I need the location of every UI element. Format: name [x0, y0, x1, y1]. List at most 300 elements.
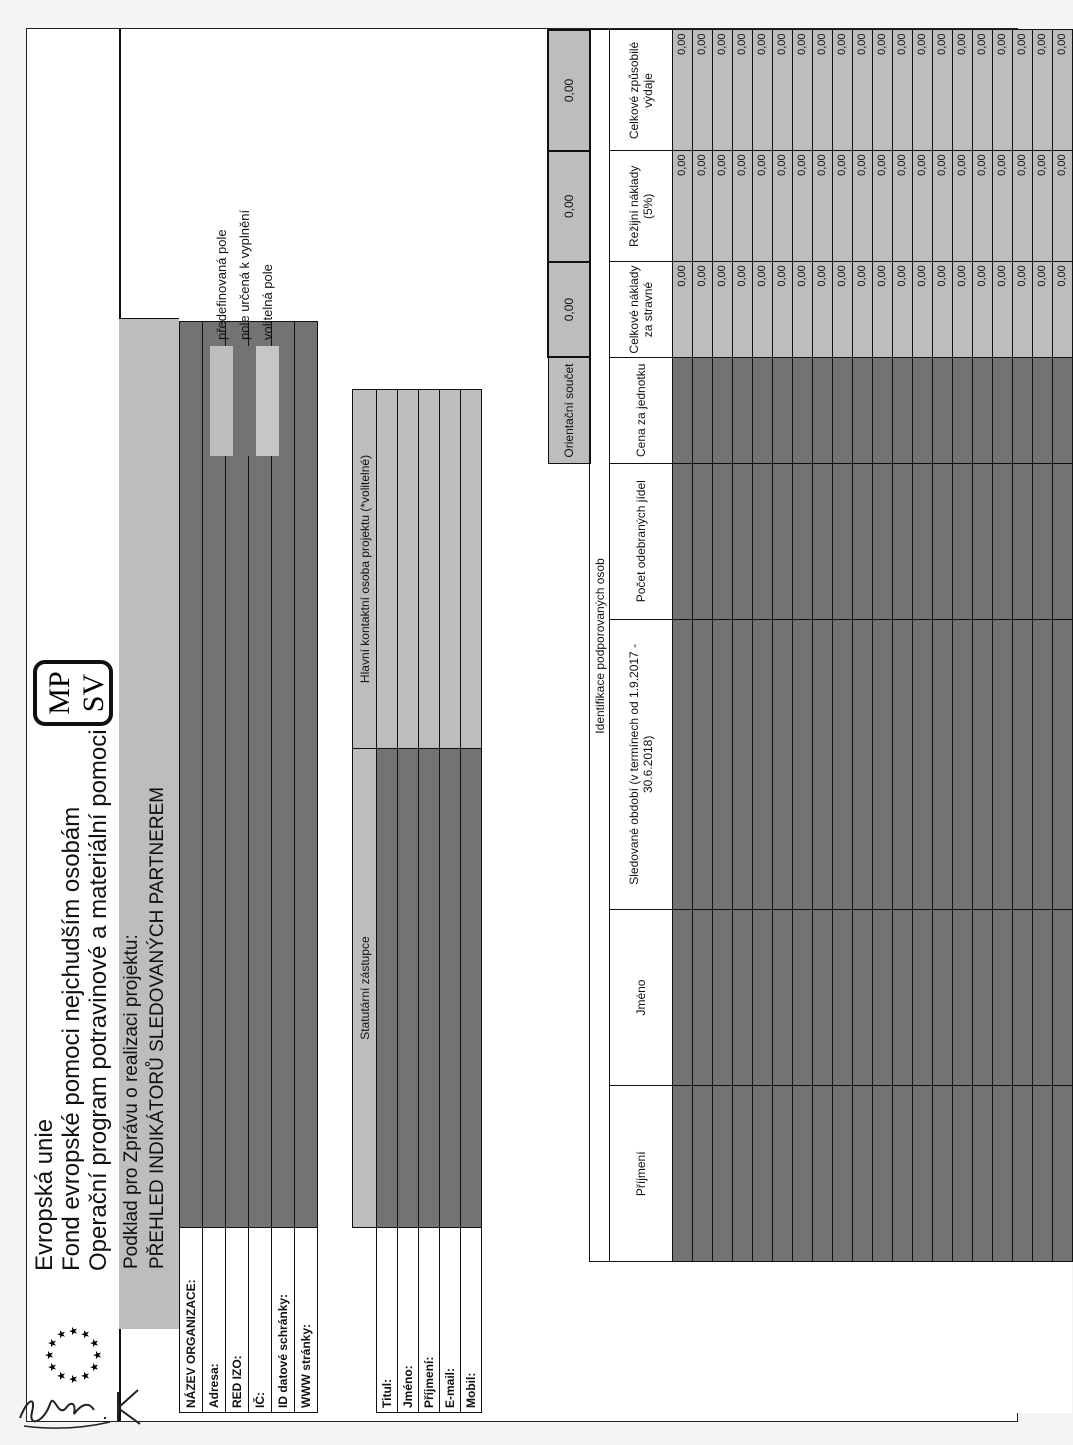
input-cell[interactable]	[1052, 463, 1072, 619]
input-cell[interactable]	[892, 357, 912, 463]
org-field-input[interactable]	[226, 322, 249, 1228]
computed-cell: 0,00	[972, 151, 992, 262]
computed-cell: 0,00	[712, 262, 732, 358]
input-cell[interactable]	[992, 1086, 1012, 1262]
org-field-input[interactable]	[272, 322, 295, 1228]
computed-cell: 0,00	[892, 30, 912, 151]
input-cell[interactable]	[1032, 463, 1052, 619]
computed-cell: 0,00	[1032, 262, 1052, 358]
blank-cell	[590, 1262, 610, 1413]
statutory-field-input[interactable]	[461, 749, 482, 1228]
table-row	[1032, 30, 1052, 1413]
input-cell[interactable]	[772, 619, 792, 909]
table-row	[1052, 30, 1072, 1413]
computed-cell: 0,00	[1012, 30, 1032, 151]
person-row	[461, 322, 482, 1413]
computed-cell: 0,00	[792, 151, 812, 262]
column-header: Počet odebraných jídel	[609, 463, 672, 619]
computed-cell: 0,00	[1032, 30, 1052, 151]
input-cell[interactable]	[932, 619, 952, 909]
org-field-input[interactable]	[249, 322, 272, 1228]
contact-header: Hlavní kontaktní osoba projektu (*volitelné)	[353, 390, 377, 749]
table-row	[992, 30, 1012, 1413]
input-cell[interactable]	[932, 909, 952, 1085]
computed-cell: 0,00	[1012, 262, 1032, 358]
input-cell[interactable]	[952, 357, 972, 463]
input-cell[interactable]	[872, 357, 892, 463]
legend-swatch-predefined	[210, 346, 233, 456]
person-field-label: Mobil:	[461, 1228, 482, 1413]
input-cell[interactable]	[972, 1086, 992, 1262]
table-row	[792, 30, 812, 1413]
input-cell[interactable]	[692, 619, 712, 909]
computed-cell: 0,00	[752, 30, 772, 151]
computed-cell: 0,00	[1052, 30, 1072, 151]
column-header: Režijní náklady (5%)	[609, 151, 672, 262]
blank-cell	[1012, 1262, 1032, 1413]
table-row	[952, 30, 972, 1413]
computed-cell: 0,00	[952, 30, 972, 151]
legend-item	[256, 210, 279, 456]
input-cell[interactable]	[732, 463, 752, 619]
input-cell[interactable]	[692, 909, 712, 1085]
computed-cell: 0,00	[852, 151, 872, 262]
org-row	[180, 322, 203, 1413]
person-field-label: E-mail:	[440, 1228, 461, 1413]
table-row	[752, 30, 772, 1413]
eu-star-icon: ★	[88, 1338, 101, 1348]
statutory-field-input[interactable]	[377, 749, 398, 1228]
legend-item	[210, 210, 233, 456]
input-cell[interactable]	[752, 1086, 772, 1262]
input-cell[interactable]	[812, 1086, 832, 1262]
statutory-header: Statutární zástupce	[353, 749, 377, 1228]
computed-cell: 0,00	[852, 262, 872, 358]
input-cell[interactable]	[752, 909, 772, 1085]
input-cell[interactable]	[932, 1086, 952, 1262]
computed-cell: 0,00	[772, 151, 792, 262]
input-cell[interactable]	[952, 619, 972, 909]
blank-cell	[712, 1262, 732, 1413]
input-cell[interactable]	[1012, 1086, 1032, 1262]
computed-cell: 0,00	[712, 30, 732, 151]
form-sheet	[26, 28, 1068, 1422]
computed-cell: 0,00	[712, 151, 732, 262]
org-row	[295, 322, 318, 1413]
input-cell[interactable]	[892, 1086, 912, 1262]
legend-swatch-required	[233, 346, 256, 456]
sum-value: 0,00	[548, 151, 590, 262]
persons-corner	[353, 1228, 377, 1413]
input-cell[interactable]	[832, 909, 852, 1085]
eu-star-icon: ★	[80, 1329, 92, 1340]
computed-cell: 0,00	[932, 262, 952, 358]
input-cell[interactable]	[972, 463, 992, 619]
org-field-input[interactable]	[180, 322, 203, 1228]
computed-cell: 0,00	[872, 262, 892, 358]
organization-table	[179, 321, 318, 1413]
contact-field-input[interactable]	[398, 390, 419, 749]
blank-cell	[872, 1262, 892, 1413]
legend-label: pole určená k vyplnění	[237, 209, 252, 340]
table-row	[912, 30, 932, 1413]
svg-text:SV: SV	[77, 673, 110, 713]
input-cell[interactable]	[852, 1086, 872, 1262]
blank-cell	[912, 1262, 932, 1413]
input-cell[interactable]	[712, 357, 732, 463]
input-cell[interactable]	[1032, 909, 1052, 1085]
rotated-page	[27, 29, 1068, 1421]
computed-cell: 0,00	[692, 151, 712, 262]
blank-cell	[772, 1262, 792, 1413]
computed-cell: 0,00	[992, 151, 1012, 262]
persons-spacer	[398, 322, 419, 390]
computed-cell: 0,00	[672, 30, 692, 151]
input-cell[interactable]	[1052, 1086, 1072, 1262]
input-cell[interactable]	[972, 619, 992, 909]
computed-cell: 0,00	[992, 262, 1012, 358]
color-legend	[210, 210, 279, 456]
input-cell[interactable]	[712, 463, 732, 619]
persons-spacer	[440, 322, 461, 390]
input-cell[interactable]	[672, 619, 692, 909]
person-row	[440, 322, 461, 1413]
computed-cell: 0,00	[952, 262, 972, 358]
table-row	[812, 30, 832, 1413]
persons-spacer	[353, 322, 377, 390]
mpsv-logo-icon	[33, 660, 113, 726]
input-cell[interactable]	[872, 1086, 892, 1262]
legend-item	[233, 210, 256, 456]
report-title: Podklad pro Zprávu o realizaci projektu:	[121, 934, 142, 1269]
input-cell[interactable]	[692, 1086, 712, 1262]
blank-cell	[972, 1262, 992, 1413]
table-row	[872, 30, 892, 1413]
person-field-label: Příjmení:	[419, 1228, 440, 1413]
table-row	[972, 30, 992, 1413]
computed-cell: 0,00	[672, 262, 692, 358]
input-cell[interactable]	[832, 463, 852, 619]
eu-star-icon: ★	[68, 1374, 80, 1384]
computed-cell: 0,00	[732, 262, 752, 358]
org-field-label: NÁZEV ORGANIZACE:	[180, 1228, 203, 1413]
input-cell[interactable]	[832, 1086, 852, 1262]
page-header	[27, 29, 121, 1421]
header-line-1: Evropská unie	[31, 1118, 58, 1271]
header-line-2: Fond evropské pomoci nejchudším osobám	[58, 806, 85, 1271]
org-field-label: ID datové schránky:	[272, 1228, 295, 1413]
input-cell[interactable]	[952, 463, 972, 619]
computed-cell: 0,00	[872, 30, 892, 151]
input-cell[interactable]	[812, 463, 832, 619]
sum-value: 0,00	[548, 30, 590, 151]
table-row	[892, 30, 912, 1413]
sum-value: 0,00	[548, 262, 590, 358]
svg-text:MP: MP	[43, 671, 76, 715]
blank-cell	[752, 1262, 772, 1413]
person-field-label: Titul:	[377, 1228, 398, 1413]
org-row	[249, 322, 272, 1413]
input-cell[interactable]	[992, 909, 1012, 1085]
table-row	[932, 30, 952, 1413]
legend-label: předefinovaná pole	[214, 229, 229, 340]
computed-cell: 0,00	[912, 262, 932, 358]
input-cell[interactable]	[832, 619, 852, 909]
computed-cell: 0,00	[1012, 151, 1032, 262]
input-cell[interactable]	[752, 463, 772, 619]
statutory-field-input[interactable]	[440, 749, 461, 1228]
blank-cell	[732, 1262, 752, 1413]
eu-star-icon: ★	[56, 1329, 68, 1340]
computed-cell: 0,00	[732, 151, 752, 262]
person-row	[377, 322, 398, 1413]
input-cell[interactable]	[1012, 463, 1032, 619]
input-cell[interactable]	[712, 619, 732, 909]
input-cell[interactable]	[932, 463, 952, 619]
computed-cell: 0,00	[892, 151, 912, 262]
org-field-label: Adresa:	[203, 1228, 226, 1413]
legend-swatch-optional	[256, 346, 279, 456]
input-cell[interactable]	[1052, 619, 1072, 909]
computed-cell: 0,00	[792, 262, 812, 358]
input-cell[interactable]	[772, 909, 792, 1085]
input-cell[interactable]	[712, 1086, 732, 1262]
org-field-input[interactable]	[295, 322, 318, 1228]
blank-cell	[952, 1262, 972, 1413]
input-cell[interactable]	[1032, 357, 1052, 463]
computed-cell: 0,00	[912, 30, 932, 151]
eu-star-icon: ★	[47, 1362, 60, 1372]
eu-star-icon: ★	[68, 1326, 80, 1336]
indicators-table	[547, 29, 1073, 1413]
contact-field-input[interactable]	[377, 390, 398, 749]
input-cell[interactable]	[912, 357, 932, 463]
computed-cell: 0,00	[692, 262, 712, 358]
computed-cell: 0,00	[732, 30, 752, 151]
person-row	[398, 322, 419, 1413]
column-header: Celkové náklady za stravné	[609, 262, 672, 358]
computed-cell: 0,00	[912, 151, 932, 262]
table-row	[712, 30, 732, 1413]
org-row	[226, 322, 249, 1413]
computed-cell: 0,00	[932, 30, 952, 151]
table-row	[832, 30, 852, 1413]
blank-cell	[992, 1262, 1012, 1413]
input-cell[interactable]	[692, 357, 712, 463]
eu-star-icon: ★	[92, 1350, 104, 1360]
computed-cell: 0,00	[832, 30, 852, 151]
statutory-field-input[interactable]	[419, 749, 440, 1228]
report-title-box	[119, 318, 179, 1329]
computed-cell: 0,00	[752, 151, 772, 262]
computed-cell: 0,00	[812, 30, 832, 151]
table-row	[852, 30, 872, 1413]
computed-cell: 0,00	[792, 30, 812, 151]
computed-cell: 0,00	[692, 30, 712, 151]
blank-cell	[932, 1262, 952, 1413]
blank-cell	[852, 1262, 872, 1413]
computed-cell: 0,00	[832, 262, 852, 358]
input-cell[interactable]	[952, 1086, 972, 1262]
input-cell[interactable]	[852, 463, 872, 619]
input-cell[interactable]	[672, 357, 692, 463]
column-header: Cena za jednotku	[609, 357, 672, 463]
input-cell[interactable]	[692, 463, 712, 619]
computed-cell: 0,00	[1052, 262, 1072, 358]
contact-field-input[interactable]	[419, 390, 440, 749]
persons-table	[352, 321, 482, 1413]
org-row	[272, 322, 295, 1413]
computed-cell: 0,00	[812, 262, 832, 358]
eu-star-icon: ★	[56, 1370, 68, 1381]
input-cell[interactable]	[672, 463, 692, 619]
input-cell[interactable]	[1012, 909, 1032, 1085]
persons-spacer	[419, 322, 440, 390]
input-cell[interactable]	[672, 909, 692, 1085]
blank-cell	[892, 1262, 912, 1413]
person-field-label: Jméno:	[398, 1228, 419, 1413]
input-cell[interactable]	[872, 909, 892, 1085]
org-row	[203, 322, 226, 1413]
input-cell[interactable]	[952, 909, 972, 1085]
input-cell[interactable]	[792, 619, 812, 909]
computed-cell: 0,00	[1032, 151, 1052, 262]
org-field-label: RED IZO:	[226, 1228, 249, 1413]
header-line-3: Operační program potravinové a materiální pomoci	[85, 729, 112, 1271]
blank-cell	[812, 1262, 832, 1413]
input-cell[interactable]	[892, 463, 912, 619]
input-cell[interactable]	[972, 357, 992, 463]
table-row	[1012, 30, 1032, 1413]
input-cell[interactable]	[712, 909, 732, 1085]
persons-spacer	[461, 322, 482, 390]
input-cell[interactable]	[972, 909, 992, 1085]
input-cell[interactable]	[1012, 357, 1032, 463]
computed-cell: 0,00	[772, 262, 792, 358]
input-cell[interactable]	[772, 463, 792, 619]
input-cell[interactable]	[752, 619, 772, 909]
input-cell[interactable]	[732, 909, 752, 1085]
legend-label: volitelná pole	[260, 264, 275, 340]
orientacni-soucet-label: Orientační součet	[548, 357, 590, 463]
blank-cell	[1052, 1262, 1072, 1413]
input-cell[interactable]	[772, 1086, 792, 1262]
computed-cell: 0,00	[972, 30, 992, 151]
input-cell[interactable]	[912, 909, 932, 1085]
report-subtitle: PŘEHLED INDIKÁTORŮ SLEDOVANÝCH PARTNEREM	[147, 786, 168, 1269]
person-row	[419, 322, 440, 1413]
blank-cell	[692, 1262, 712, 1413]
computed-cell: 0,00	[872, 151, 892, 262]
computed-cell: 0,00	[952, 151, 972, 262]
computed-cell: 0,00	[812, 151, 832, 262]
blank-cell	[672, 1262, 692, 1413]
column-header: Celkové způsobilé výdaje	[609, 30, 672, 151]
org-field-input[interactable]	[203, 322, 226, 1228]
input-cell[interactable]	[1052, 357, 1072, 463]
column-header: Příjmení	[609, 1086, 672, 1262]
blank-cell	[792, 1262, 812, 1413]
input-cell[interactable]	[932, 357, 952, 463]
input-cell[interactable]	[1012, 619, 1032, 909]
input-cell[interactable]	[992, 619, 1012, 909]
input-cell[interactable]	[1032, 1086, 1052, 1262]
input-cell[interactable]	[732, 357, 752, 463]
input-cell[interactable]	[892, 909, 912, 1085]
computed-cell: 0,00	[1052, 151, 1072, 262]
header-text	[31, 729, 112, 1271]
blank-cell	[548, 463, 590, 1413]
eu-star-icon: ★	[47, 1338, 60, 1348]
input-cell[interactable]	[1052, 909, 1072, 1085]
input-cell[interactable]	[732, 619, 752, 909]
eu-star-icon: ★	[44, 1350, 56, 1360]
table-row	[672, 30, 692, 1413]
table-row	[772, 30, 792, 1413]
input-cell[interactable]	[892, 619, 912, 909]
input-cell[interactable]	[792, 357, 812, 463]
computed-cell: 0,00	[932, 151, 952, 262]
contact-field-input[interactable]	[461, 390, 482, 749]
input-cell[interactable]	[732, 1086, 752, 1262]
input-cell[interactable]	[812, 619, 832, 909]
input-cell[interactable]	[992, 463, 1012, 619]
input-cell[interactable]	[872, 619, 892, 909]
input-cell[interactable]	[912, 463, 932, 619]
table-row	[732, 30, 752, 1413]
computed-cell: 0,00	[852, 30, 872, 151]
input-cell[interactable]	[992, 357, 1012, 463]
blank-cell	[1032, 1262, 1052, 1413]
input-cell[interactable]	[872, 463, 892, 619]
blank-cell	[609, 1262, 672, 1413]
input-cell[interactable]	[912, 619, 932, 909]
computed-cell: 0,00	[972, 262, 992, 358]
column-header: Sledované období (v termínech od 1.9.2017 - 30.6.2018)	[609, 619, 672, 909]
input-cell[interactable]	[852, 619, 872, 909]
input-cell[interactable]	[672, 1086, 692, 1262]
input-cell[interactable]	[752, 357, 772, 463]
org-field-label: IČ:	[249, 1228, 272, 1413]
computed-cell: 0,00	[992, 30, 1012, 151]
input-cell[interactable]	[772, 357, 792, 463]
input-cell[interactable]	[832, 357, 852, 463]
input-cell[interactable]	[852, 909, 872, 1085]
computed-cell: 0,00	[832, 151, 852, 262]
input-cell[interactable]	[1032, 619, 1052, 909]
input-cell[interactable]	[812, 357, 832, 463]
blank-cell	[832, 1262, 852, 1413]
input-cell[interactable]	[852, 357, 872, 463]
input-cell[interactable]	[792, 463, 812, 619]
statutory-field-input[interactable]	[398, 749, 419, 1228]
input-cell[interactable]	[792, 1086, 812, 1262]
input-cell[interactable]	[812, 909, 832, 1085]
column-header: Jméno	[609, 909, 672, 1085]
input-cell[interactable]	[792, 909, 812, 1085]
table-row	[692, 30, 712, 1413]
eu-star-icon: ★	[88, 1362, 101, 1372]
input-cell[interactable]	[912, 1086, 932, 1262]
handwritten-signature	[14, 1378, 154, 1436]
contact-field-input[interactable]	[440, 390, 461, 749]
identification-label: Identifikace podporovaných osob	[590, 30, 610, 1262]
computed-cell: 0,00	[672, 151, 692, 262]
computed-cell: 0,00	[772, 30, 792, 151]
computed-cell: 0,00	[752, 262, 772, 358]
org-field-label: WWW stránky:	[295, 1228, 318, 1413]
computed-cell: 0,00	[892, 262, 912, 358]
